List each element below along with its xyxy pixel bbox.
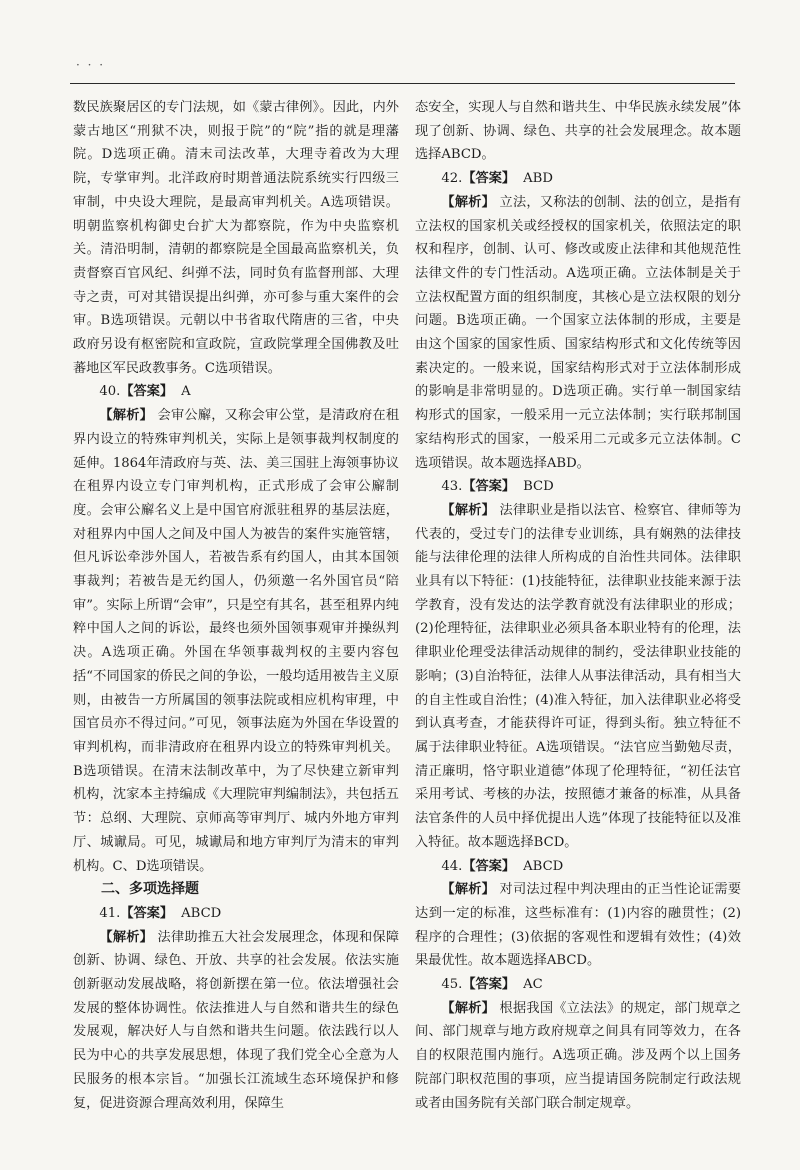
answer-40: 40.【答案】 A [99, 384, 191, 400]
analysis-42: 【解析】 立法，又称法的创制、法的创立，是指有立法权的国家机关或经授权的国家机关，依照法定的职权和程序，创制、认可、修改或废止法律和其他规范性法律文件的专门性活动。A选项正确。立法体制是关于立法权配置方面的组织制度，其核心是立法权限的划分问题。B选项正确。一个国家立法体制的形成，主要是由这个国家的国家性质、国家结构形式和文化传统等因素决定的。一般来说，国家结构形式对于立法体制形成的影响是非常明显的。D选项正确。实行单一制国家结构形式的国家，一般采用一元立法体制；实行联邦制国家结构形式的国家，一般采用二元或多元立法体制。C选项错误。故本题选择ABD。 [415, 194, 742, 471]
paragraph-41-continued: 态安全，实现人与自然和谐共生、中华民族永续发展”体现了创新、协调、绿色、共享的社会发展理念。故本题选择ABCD。 [415, 100, 741, 163]
header-mark: · · · [76, 58, 106, 72]
left-column [73, 96, 399, 1115]
analysis-41: 【解析】 法律助推五大社会发展理念，体现和保障创新、协调、绿色、开放、共享的社会发展。依法实施创新驱动发展战略，将创新摆在第一位。依法增强社会发展的整体协调性。依法推进人与自然和谐共生的绿色发展观，解决好人与自然和谐共生问题。依法践行以人民为中心的共享发展思想，体现了我们党全心全意为人民服务的根本宗旨。“加强长江流域生态环境保护和修复，促进资源合理高效利用，保障生 [73, 929, 400, 1111]
header-rule [70, 83, 735, 84]
paragraph-39-continued: 数民族聚居区的专门法规，如《蒙古律例》。因此，内外蒙古地区“刑狱不决，则报于院”的“院”指的就是理藩院。D选项正确。清末司法改革，大理寺着改为大理院，专掌审判。北洋政府时期普通法院系统实行四级三审制，中央设大理院，是最高审判机关。A选项错误。明朝监察机构御史台扩大为都察院，作为中央监察机关。清沿明制，清朝的都察院是全国最高监察机关，负责督察百官风纪、纠弹不法，同时负有监督刑部、大理寺之责，可对其错误提出纠弹，亦可参与重大案件的会审。B选项错误。元朝以中书省取代隋唐的三省，中央政府另设有枢密院和宣政院，宣政院掌理全国佛教及吐蕃地区军民政教事务。C选项错误。 [73, 100, 399, 376]
answer-44: 44.【答案】 ABCD [441, 858, 564, 874]
answer-42: 42.【答案】 ABD [441, 171, 553, 187]
answer-45: 45.【答案】 AC [441, 977, 543, 993]
section-title: 二、多项选择题 [101, 881, 199, 898]
analysis-40: 【解析】 会审公廨，又称会审公堂，是清政府在租界内设立的特殊审判机关，实际上是领事裁判权制度的延伸。1864年清政府与英、法、美三国驻上海领事协议在租界内设立专门审判机构，正式形成了会审公廨制度。会审公廨名义上是中国官府派驻租界的基层法庭，对租界内中国人之间及中国人为被告的案件实施管辖，但凡诉讼牵涉外国人，若被告系有约国人，由其本国领事裁判；若被告是无约国人，仍须邀一名外国官员“陪审”。实际上所谓“会审”，只是空有其名，甚至租界内纯粹中国人之间的诉讼，最终也须外国领事观审并操纵判决。A选项正确。外国在华领事裁判权的主要内容包括“不同国家的侨民之间的争讼，一般均适用被告主义原则，由被告一方所属国的领事法院或相应机构审理，中国官员亦不得过问。”可见，领事法庭为外国在华设置的审判机构，而非清政府在租界内设立的特殊审判机关。B选项错误。在清末法制改革中，为了尽快建立新审判机构，沈家本主持编成《大理院审判编制法》，共包括五节：总纲、大理院、京师高等审判厅、城内外地方审判厅、城谳局。可见，城谳局和地方审判厅为清末的审判机构。C、D选项错误。 [73, 408, 400, 874]
analysis-45: 【解析】 根据我国《立法法》的规定，部门规章之间、部门规章与地方政府规章之间具有同等效力，在各自的权限范围内施行。A选项正确。涉及两个以上国务院部门职权范围的事项，应当提请国务院制定行政法规或者由国务院有关部门联合制定规章。 [415, 1000, 742, 1111]
answer-43: 43.【答案】 BCD [441, 479, 554, 495]
analysis-43: 【解析】 法律职业是指以法官、检察官、律师等为代表的，受过专门的法律专业训练，具有娴熟的法律技能与法律伦理的法律人所构成的自治性共同体。法律职业具有以下特征：(1)技能特征，法律职业技能来源于法学教育，没有发达的法学教育就没有法律职业的形成；(2)伦理特征，法律职业必须具备本职业特有的伦理，法律职业伦理受法律活动规律的制约，受法律职业技能的影响；(3)自治特征，法律人从事法律活动，具有相当大的自主性或自治性；(4)准入特征，加入法律职业必将受到认真考查，才能获得许可证，得到头衔。独立特征不属于法律职业特征。A选项错误。“法官应当勤勉尽责，清正廉明，恪守职业道德”体现了伦理特征，“初任法官采用考试、考核的办法，按照德才兼备的标准，从具备法官条件的人员中择优提出人选”体现了技能特征以及准入特征。故本题选择BCD。 [415, 502, 742, 850]
analysis-44: 【解析】 对司法过程中判决理由的正当性论证需要达到一定的标准，这些标准有：(1)内容的融贯性；(2)程序的合理性；(3)依据的客观性和逻辑有效性；(4)效果最优性。故本题选择ABCD。 [415, 882, 742, 969]
answer-41: 41.【答案】 ABCD [99, 905, 222, 921]
right-column [415, 96, 741, 1115]
